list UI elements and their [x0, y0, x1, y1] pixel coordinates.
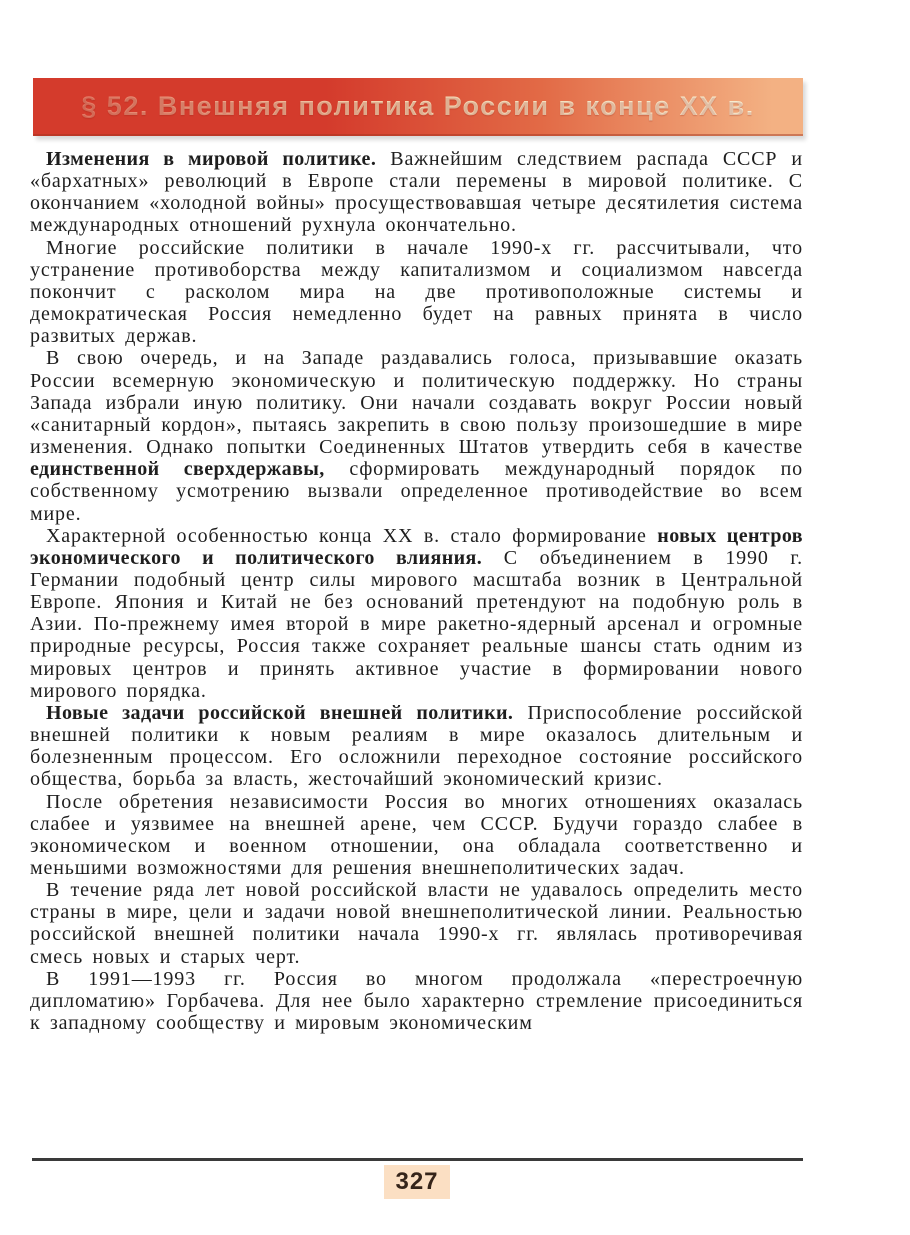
- paragraph: Новые задачи российской внешней политики. Приспособление российской внешней политики к новым реалиям в мире оказалось длительным и болезненным процессом. Его осложнили переходное состояние российского общества, борьба за власть, жесточайший экономический кризис.: [30, 701, 803, 791]
- paragraph: После обретения независимости Россия во многих отношениях оказалась слабее и уязвимее на внешней арене, чем СССР. Будучи гораздо слабее в экономическом и военном отношении, она обладала соответственно и меньшими возможностями для решения внешнеполитических задач.: [30, 790, 803, 879]
- paragraph: Характерной особенностью конца XX в. стало формирование новых центров экономического и политического влияния. С объединением в 1990 г. Германии подобный центр силы мирового масштаба возник в Центральной Европе. Япония и Китай не без оснований претендуют на подобную роль в Азии. По-прежнему имея второй в мире ракетно-ядерный арсенал и огромные природные ресурсы, Россия также сохраняет реальные шансы стать одним из мировых центров и принять активное участие в формировании нового мирового порядка.: [30, 524, 803, 702]
- paragraph: В свою очередь, и на Западе раздавались голоса, призывавшие оказать России всемерную экономическую и политическую поддержку. Но страны Запада избрали иную политику. Они начали создавать вокруг России новый «санитарный кордон», пытаясь закрепить в свою пользу произошедшие в мире изменения. Однако попытки Соединенных Штатов утвердить себя в качестве единственной сверхдержавы, сформировать международный порядок по собственному усмотрению вызвали определенное противодействие во всем мире.: [30, 347, 804, 525]
- paragraph: В 1991—1993 гг. Россия во многом продолжала «перестроечную дипломатию» Горбачева. Для нее было характерно стремление присоединиться к западному сообществу и мировым экономическим: [30, 967, 803, 1035]
- footer-divider: [32, 1158, 803, 1161]
- paragraph: Изменения в мировой политике. Важнейшим следствием распада СССР и «бархатных» революций в Европе стали перемены в мировой политике. С окончанием «холодной войны» просуществовавшая четыре десятилетия система международных отношений рухнула окончательно.: [30, 148, 803, 237]
- paragraph: В течение ряда лет новой российской власти не удавалось определить место страны в мире, цели и задачи новой внешнеполитической линии. Реальностью российской внешней политики начала 1990-х гг. являлась противоречивая смесь новых и старых черт.: [30, 879, 803, 968]
- paragraph: Многие российские политики в начале 1990-х гг. рассчитывали, что устранение противоборства между капитализмом и социализмом навсегда покончит с расколом мира на две противоположные системы и демократическая Россия немедленно будет на равных принята в число развитых держав.: [30, 236, 803, 348]
- section-header-banner: [33, 78, 803, 136]
- body-text: [30, 148, 803, 1034]
- section-title: § 52. Внешняя политика России в конце XX в.: [81, 90, 755, 121]
- page-number-badge: 327: [384, 1165, 450, 1199]
